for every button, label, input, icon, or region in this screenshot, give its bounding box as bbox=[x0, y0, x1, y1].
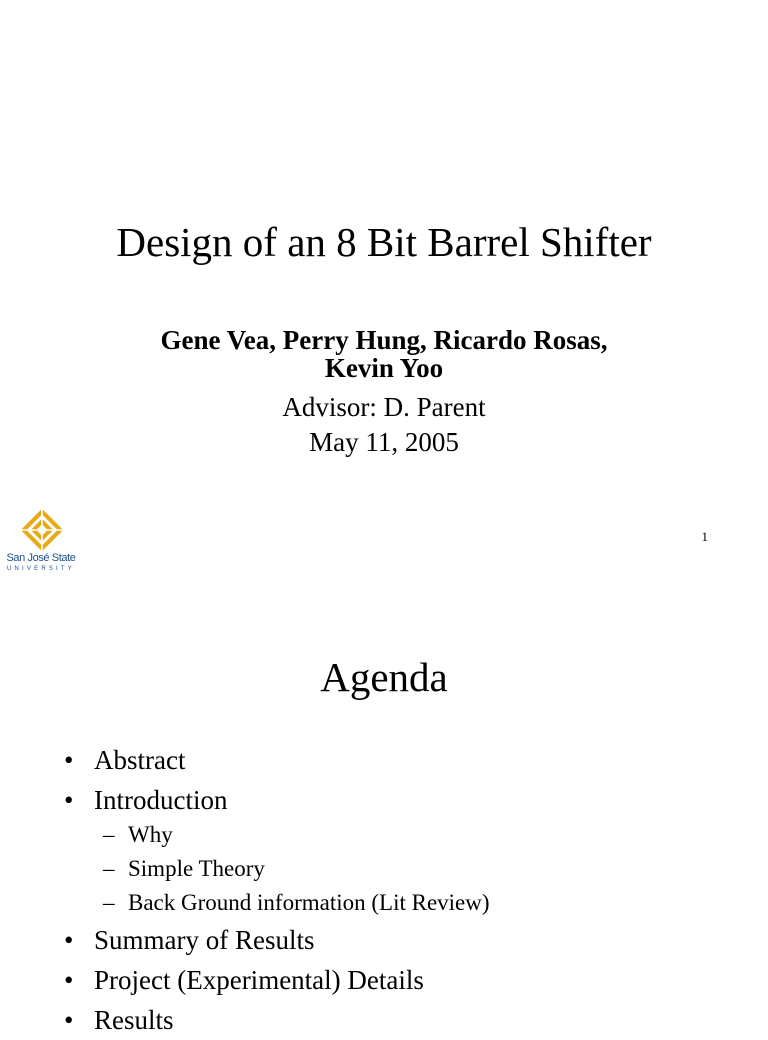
dash-icon: – bbox=[103, 890, 115, 915]
bullet-icon: • bbox=[64, 965, 74, 995]
dash-icon: – bbox=[103, 856, 115, 881]
presentation-date: May 11, 2005 bbox=[309, 427, 459, 457]
authors-line-1: Gene Vea, Perry Hung, Ricardo Rosas, bbox=[160, 325, 608, 355]
agenda-item-label: Introduction bbox=[94, 785, 228, 815]
agenda-subitem-label: Why bbox=[128, 822, 173, 847]
dash-icon: – bbox=[103, 822, 115, 847]
agenda-item bbox=[0, 780, 768, 820]
logo-university-subtitle: UNIVERSITY bbox=[6, 566, 75, 572]
agenda-subitems bbox=[0, 818, 768, 920]
agenda-item-label: Project (Experimental) Details bbox=[94, 965, 424, 995]
agenda-subitem bbox=[0, 852, 768, 886]
agenda-subitem-label: Simple Theory bbox=[128, 856, 265, 881]
agenda-item bbox=[0, 1000, 768, 1040]
agenda-item bbox=[0, 960, 768, 1000]
agenda-item-label: Summary of Results bbox=[94, 925, 315, 955]
agenda-slide bbox=[0, 580, 768, 1035]
agenda-subitem bbox=[0, 818, 768, 852]
agenda-item bbox=[0, 920, 768, 960]
agenda-item-label: Results bbox=[94, 1005, 174, 1035]
authors-line-2: Kevin Yoo bbox=[324, 353, 444, 383]
bullet-icon: • bbox=[64, 1005, 74, 1035]
logo-university-name: San José State bbox=[6, 552, 76, 564]
slide-title: Design of an 8 Bit Barrel Shifter bbox=[116, 219, 652, 265]
agenda-item bbox=[0, 740, 768, 780]
sjsu-diamond-logo-icon bbox=[2, 510, 82, 554]
bullet-icon: • bbox=[64, 745, 74, 775]
university-logo bbox=[2, 510, 82, 576]
agenda-item-label: Abstract bbox=[94, 745, 186, 775]
bullet-icon: • bbox=[64, 785, 74, 815]
advisor: Advisor: D. Parent bbox=[282, 392, 486, 422]
page-number: 1 bbox=[701, 529, 708, 544]
agenda-title: Agenda bbox=[320, 654, 448, 700]
authors bbox=[0, 326, 768, 382]
agenda-subitem bbox=[0, 886, 768, 920]
bullet-icon: • bbox=[64, 925, 74, 955]
agenda-subitem-label: Back Ground information (Lit Review) bbox=[128, 890, 490, 915]
agenda-list bbox=[0, 740, 768, 1040]
